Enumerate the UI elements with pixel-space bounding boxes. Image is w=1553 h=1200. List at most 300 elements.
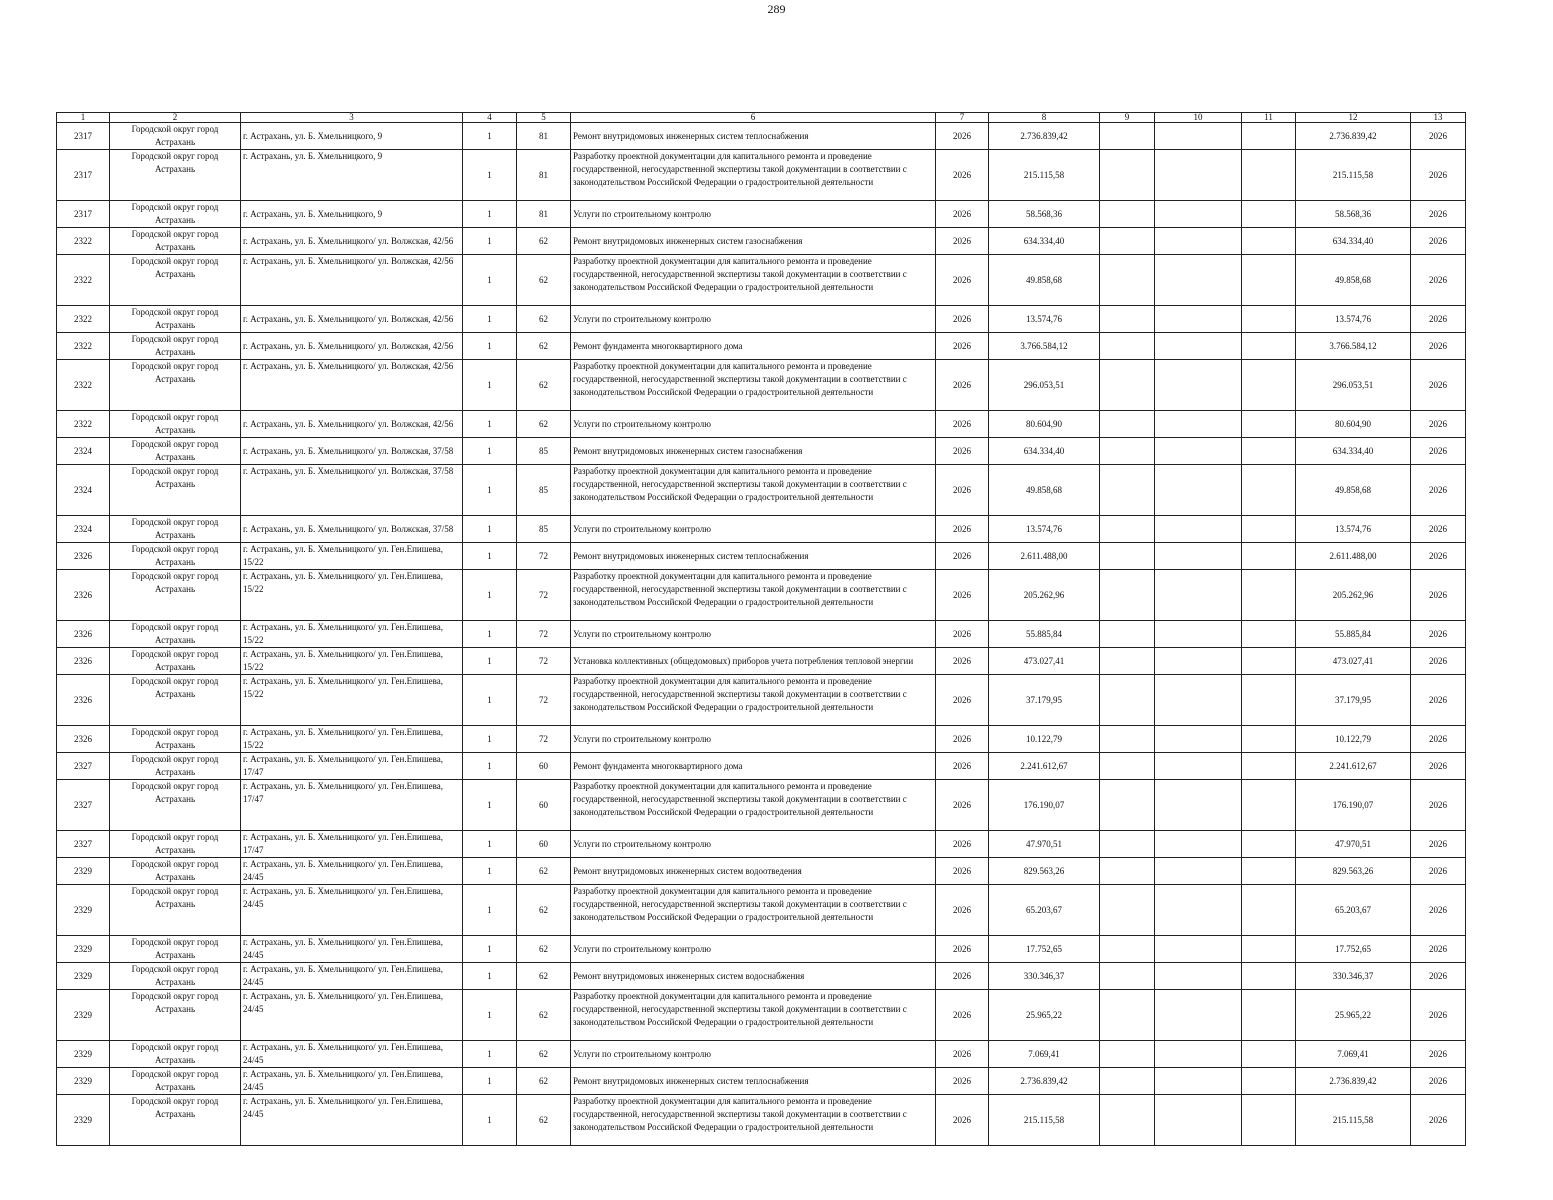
table-row xyxy=(57,675,1466,726)
row-number-cell: 2326 xyxy=(57,621,110,648)
header-cell: 2 xyxy=(110,113,241,123)
row-number-cell: 2317 xyxy=(57,123,110,150)
work-type-cell: Услуги по строительному контролю xyxy=(571,516,936,543)
address-cell: г. Астрахань, ул. Б. Хмельницкого/ ул. Волжская, 37/58 xyxy=(241,465,463,516)
cost-cell: 37.179,95 xyxy=(989,675,1100,726)
col13-year-cell: 2026 xyxy=(1411,1095,1466,1146)
address-cell: г. Астрахань, ул. Б. Хмельницкого, 9 xyxy=(241,150,463,201)
year-cell: 2026 xyxy=(936,990,989,1041)
table-row xyxy=(57,780,1466,831)
col10-cell xyxy=(1155,438,1242,465)
col5-cell: 81 xyxy=(517,150,571,201)
row-number-cell: 2317 xyxy=(57,150,110,201)
col10-cell xyxy=(1155,936,1242,963)
row-number-cell: 2326 xyxy=(57,675,110,726)
address-cell: г. Астрахань, ул. Б. Хмельницкого/ ул. Ген.Епишева, 24/45 xyxy=(241,885,463,936)
municipality-cell: Городской округ город Астрахань xyxy=(110,858,241,885)
col13-year-cell: 2026 xyxy=(1411,570,1466,621)
table-row xyxy=(57,543,1466,570)
work-type-cell: Ремонт внутридомовых инженерных систем газоснабжения xyxy=(571,438,936,465)
row-number-cell: 2329 xyxy=(57,963,110,990)
address-cell: г. Астрахань, ул. Б. Хмельницкого/ ул. Ген.Епишева, 15/22 xyxy=(241,543,463,570)
col12-cost-cell: 296.053,51 xyxy=(1296,360,1411,411)
work-type-cell: Ремонт внутридомовых инженерных систем водоотведения xyxy=(571,858,936,885)
col9-cell xyxy=(1100,438,1155,465)
work-type-cell: Ремонт внутридомовых инженерных систем теплоснабжения xyxy=(571,123,936,150)
col11-cell xyxy=(1242,123,1296,150)
col4-cell: 1 xyxy=(463,831,517,858)
cost-cell: 2.611.488,00 xyxy=(989,543,1100,570)
year-cell: 2026 xyxy=(936,255,989,306)
col4-cell: 1 xyxy=(463,255,517,306)
col5-cell: 62 xyxy=(517,306,571,333)
col9-cell xyxy=(1100,621,1155,648)
cost-cell: 25.965,22 xyxy=(989,990,1100,1041)
col5-cell: 62 xyxy=(517,1095,571,1146)
work-type-cell: Разработку проектной документации для капитального ремонта и проведение государственной, негосударственной экспертизы такой документации в соответствии с законодательством Российской Федерации о градостроительной деятельности xyxy=(571,675,936,726)
municipality-cell: Городской округ город Астрахань xyxy=(110,753,241,780)
address-cell: г. Астрахань, ул. Б. Хмельницкого/ ул. Ген.Епишева, 17/47 xyxy=(241,753,463,780)
col13-year-cell: 2026 xyxy=(1411,465,1466,516)
col12-cost-cell: 215.115,58 xyxy=(1296,150,1411,201)
header-cell: 8 xyxy=(989,113,1100,123)
table-row xyxy=(57,831,1466,858)
col4-cell: 1 xyxy=(463,780,517,831)
header-cell: 10 xyxy=(1155,113,1242,123)
col11-cell xyxy=(1242,936,1296,963)
year-cell: 2026 xyxy=(936,621,989,648)
cost-cell: 65.203,67 xyxy=(989,885,1100,936)
row-number-cell: 2322 xyxy=(57,360,110,411)
col11-cell xyxy=(1242,360,1296,411)
cost-cell: 2.736.839,42 xyxy=(989,123,1100,150)
col9-cell xyxy=(1100,675,1155,726)
col5-cell: 72 xyxy=(517,543,571,570)
col9-cell xyxy=(1100,465,1155,516)
col13-year-cell: 2026 xyxy=(1411,123,1466,150)
col11-cell xyxy=(1242,831,1296,858)
cost-cell: 2.736.839,42 xyxy=(989,1068,1100,1095)
column-number-header xyxy=(57,113,1466,123)
address-cell: г. Астрахань, ул. Б. Хмельницкого/ ул. Ген.Епишева, 15/22 xyxy=(241,726,463,753)
year-cell: 2026 xyxy=(936,516,989,543)
address-cell: г. Астрахань, ул. Б. Хмельницкого/ ул. Ген.Епишева, 24/45 xyxy=(241,936,463,963)
year-cell: 2026 xyxy=(936,753,989,780)
col12-cost-cell: 205.262,96 xyxy=(1296,570,1411,621)
year-cell: 2026 xyxy=(936,333,989,360)
address-cell: г. Астрахань, ул. Б. Хмельницкого/ ул. Ген.Епишева, 15/22 xyxy=(241,648,463,675)
col12-cost-cell: 2.241.612,67 xyxy=(1296,753,1411,780)
col10-cell xyxy=(1155,465,1242,516)
col11-cell xyxy=(1242,201,1296,228)
col12-cost-cell: 49.858,68 xyxy=(1296,465,1411,516)
col12-cost-cell: 13.574,76 xyxy=(1296,306,1411,333)
col5-cell: 85 xyxy=(517,438,571,465)
municipality-cell: Городской округ город Астрахань xyxy=(110,675,241,726)
col10-cell xyxy=(1155,123,1242,150)
cost-cell: 80.604,90 xyxy=(989,411,1100,438)
work-type-cell: Ремонт фундамента многоквартирного дома xyxy=(571,753,936,780)
row-number-cell: 2322 xyxy=(57,255,110,306)
cost-cell: 55.885,84 xyxy=(989,621,1100,648)
col11-cell xyxy=(1242,411,1296,438)
col13-year-cell: 2026 xyxy=(1411,411,1466,438)
row-number-cell: 2329 xyxy=(57,858,110,885)
col11-cell xyxy=(1242,753,1296,780)
address-cell: г. Астрахань, ул. Б. Хмельницкого, 9 xyxy=(241,201,463,228)
address-cell: г. Астрахань, ул. Б. Хмельницкого/ ул. Волжская, 42/56 xyxy=(241,306,463,333)
work-type-cell: Ремонт внутридомовых инженерных систем водоснабжения xyxy=(571,963,936,990)
col13-year-cell: 2026 xyxy=(1411,780,1466,831)
col4-cell: 1 xyxy=(463,360,517,411)
year-cell: 2026 xyxy=(936,858,989,885)
col4-cell: 1 xyxy=(463,648,517,675)
municipality-cell: Городской округ город Астрахань xyxy=(110,306,241,333)
col13-year-cell: 2026 xyxy=(1411,201,1466,228)
col5-cell: 81 xyxy=(517,123,571,150)
cost-cell: 7.069,41 xyxy=(989,1041,1100,1068)
municipality-cell: Городской округ город Астрахань xyxy=(110,201,241,228)
address-cell: г. Астрахань, ул. Б. Хмельницкого/ ул. Волжская, 42/56 xyxy=(241,255,463,306)
municipality-cell: Городской округ город Астрахань xyxy=(110,936,241,963)
col10-cell xyxy=(1155,570,1242,621)
col5-cell: 62 xyxy=(517,255,571,306)
col10-cell xyxy=(1155,1068,1242,1095)
year-cell: 2026 xyxy=(936,1068,989,1095)
table-row xyxy=(57,753,1466,780)
work-type-cell: Ремонт внутридомовых инженерных систем теплоснабжения xyxy=(571,543,936,570)
cost-cell: 205.262,96 xyxy=(989,570,1100,621)
col10-cell xyxy=(1155,1095,1242,1146)
table-row xyxy=(57,333,1466,360)
cost-cell: 49.858,68 xyxy=(989,255,1100,306)
row-number-cell: 2322 xyxy=(57,228,110,255)
col10-cell xyxy=(1155,411,1242,438)
col11-cell xyxy=(1242,990,1296,1041)
col13-year-cell: 2026 xyxy=(1411,438,1466,465)
col5-cell: 62 xyxy=(517,411,571,438)
address-cell: г. Астрахань, ул. Б. Хмельницкого/ ул. Ген.Епишева, 17/47 xyxy=(241,780,463,831)
table-row xyxy=(57,360,1466,411)
municipality-cell: Городской округ город Астрахань xyxy=(110,621,241,648)
table-row xyxy=(57,570,1466,621)
col5-cell: 60 xyxy=(517,753,571,780)
header-cell: 4 xyxy=(463,113,517,123)
header-cell: 1 xyxy=(57,113,110,123)
col11-cell xyxy=(1242,885,1296,936)
col9-cell xyxy=(1100,1095,1155,1146)
cost-cell: 829.563,26 xyxy=(989,858,1100,885)
table-row xyxy=(57,858,1466,885)
col4-cell: 1 xyxy=(463,516,517,543)
work-type-cell: Разработку проектной документации для капитального ремонта и проведение государственной, негосударственной экспертизы такой документации в соответствии с законодательством Российской Федерации о градостроительной деятельности xyxy=(571,465,936,516)
col13-year-cell: 2026 xyxy=(1411,726,1466,753)
col13-year-cell: 2026 xyxy=(1411,360,1466,411)
col4-cell: 1 xyxy=(463,306,517,333)
municipality-cell: Городской округ город Астрахань xyxy=(110,963,241,990)
col12-cost-cell: 65.203,67 xyxy=(1296,885,1411,936)
table-row xyxy=(57,963,1466,990)
table-row xyxy=(57,1068,1466,1095)
cost-cell: 3.766.584,12 xyxy=(989,333,1100,360)
row-number-cell: 2329 xyxy=(57,990,110,1041)
col11-cell xyxy=(1242,516,1296,543)
cost-cell: 296.053,51 xyxy=(989,360,1100,411)
col11-cell xyxy=(1242,1068,1296,1095)
cost-cell: 215.115,58 xyxy=(989,1095,1100,1146)
col4-cell: 1 xyxy=(463,1095,517,1146)
col9-cell xyxy=(1100,858,1155,885)
col5-cell: 72 xyxy=(517,570,571,621)
col10-cell xyxy=(1155,621,1242,648)
work-type-cell: Разработку проектной документации для капитального ремонта и проведение государственной, негосударственной экспертизы такой документации в соответствии с законодательством Российской Федерации о градостроительной деятельности xyxy=(571,1095,936,1146)
col10-cell xyxy=(1155,201,1242,228)
municipality-cell: Городской округ город Астрахань xyxy=(110,570,241,621)
col12-cost-cell: 3.766.584,12 xyxy=(1296,333,1411,360)
col9-cell xyxy=(1100,333,1155,360)
col11-cell xyxy=(1242,1095,1296,1146)
year-cell: 2026 xyxy=(936,885,989,936)
table-row xyxy=(57,150,1466,201)
work-type-cell: Разработку проектной документации для капитального ремонта и проведение государственной, негосударственной экспертизы такой документации в соответствии с законодательством Российской Федерации о градостроительной деятельности xyxy=(571,150,936,201)
municipality-cell: Городской округ город Астрахань xyxy=(110,543,241,570)
table-row xyxy=(57,201,1466,228)
year-cell: 2026 xyxy=(936,438,989,465)
table-row xyxy=(57,228,1466,255)
col13-year-cell: 2026 xyxy=(1411,885,1466,936)
col13-year-cell: 2026 xyxy=(1411,990,1466,1041)
col9-cell xyxy=(1100,228,1155,255)
municipality-cell: Городской округ город Астрахань xyxy=(110,990,241,1041)
work-type-cell: Ремонт внутридомовых инженерных систем газоснабжения xyxy=(571,228,936,255)
year-cell: 2026 xyxy=(936,726,989,753)
header-cell: 7 xyxy=(936,113,989,123)
cost-cell: 215.115,58 xyxy=(989,150,1100,201)
col11-cell xyxy=(1242,726,1296,753)
col9-cell xyxy=(1100,1041,1155,1068)
col5-cell: 62 xyxy=(517,1041,571,1068)
address-cell: г. Астрахань, ул. Б. Хмельницкого/ ул. Ген.Епишева, 17/47 xyxy=(241,831,463,858)
col12-cost-cell: 58.568,36 xyxy=(1296,201,1411,228)
table-row xyxy=(57,516,1466,543)
table-row xyxy=(57,648,1466,675)
col13-year-cell: 2026 xyxy=(1411,333,1466,360)
row-number-cell: 2324 xyxy=(57,438,110,465)
col11-cell xyxy=(1242,1041,1296,1068)
work-type-cell: Разработку проектной документации для капитального ремонта и проведение государственной, негосударственной экспертизы такой документации в соответствии с законодательством Российской Федерации о градостроительной деятельности xyxy=(571,570,936,621)
work-type-cell: Услуги по строительному контролю xyxy=(571,1041,936,1068)
address-cell: г. Астрахань, ул. Б. Хмельницкого/ ул. Ген.Епишева, 24/45 xyxy=(241,963,463,990)
col9-cell xyxy=(1100,543,1155,570)
address-cell: г. Астрахань, ул. Б. Хмельницкого/ ул. Волжская, 37/58 xyxy=(241,438,463,465)
work-type-cell: Услуги по строительному контролю xyxy=(571,306,936,333)
table-row xyxy=(57,1095,1466,1146)
year-cell: 2026 xyxy=(936,123,989,150)
row-number-cell: 2327 xyxy=(57,753,110,780)
col13-year-cell: 2026 xyxy=(1411,255,1466,306)
col5-cell: 60 xyxy=(517,780,571,831)
col13-year-cell: 2026 xyxy=(1411,306,1466,333)
table-row xyxy=(57,885,1466,936)
col9-cell xyxy=(1100,150,1155,201)
col9-cell xyxy=(1100,753,1155,780)
col4-cell: 1 xyxy=(463,726,517,753)
row-number-cell: 2322 xyxy=(57,411,110,438)
col12-cost-cell: 13.574,76 xyxy=(1296,516,1411,543)
year-cell: 2026 xyxy=(936,228,989,255)
col10-cell xyxy=(1155,306,1242,333)
col4-cell: 1 xyxy=(463,963,517,990)
col10-cell xyxy=(1155,753,1242,780)
col12-cost-cell: 17.752,65 xyxy=(1296,936,1411,963)
municipality-cell: Городской округ город Астрахань xyxy=(110,123,241,150)
municipality-cell: Городской округ город Астрахань xyxy=(110,516,241,543)
col5-cell: 72 xyxy=(517,675,571,726)
col4-cell: 1 xyxy=(463,201,517,228)
cost-cell: 2.241.612,67 xyxy=(989,753,1100,780)
col5-cell: 62 xyxy=(517,1068,571,1095)
col9-cell xyxy=(1100,1068,1155,1095)
col12-cost-cell: 330.346,37 xyxy=(1296,963,1411,990)
col11-cell xyxy=(1242,150,1296,201)
col11-cell xyxy=(1242,648,1296,675)
col9-cell xyxy=(1100,201,1155,228)
col4-cell: 1 xyxy=(463,570,517,621)
col4-cell: 1 xyxy=(463,438,517,465)
col12-cost-cell: 829.563,26 xyxy=(1296,858,1411,885)
row-number-cell: 2322 xyxy=(57,306,110,333)
col5-cell: 72 xyxy=(517,726,571,753)
col13-year-cell: 2026 xyxy=(1411,753,1466,780)
cost-cell: 330.346,37 xyxy=(989,963,1100,990)
col12-cost-cell: 2.611.488,00 xyxy=(1296,543,1411,570)
col11-cell xyxy=(1242,675,1296,726)
row-number-cell: 2327 xyxy=(57,831,110,858)
municipality-cell: Городской округ город Астрахань xyxy=(110,1041,241,1068)
col12-cost-cell: 634.334,40 xyxy=(1296,228,1411,255)
col4-cell: 1 xyxy=(463,1068,517,1095)
year-cell: 2026 xyxy=(936,648,989,675)
col10-cell xyxy=(1155,885,1242,936)
year-cell: 2026 xyxy=(936,1041,989,1068)
address-cell: г. Астрахань, ул. Б. Хмельницкого/ ул. Ген.Епишева, 15/22 xyxy=(241,570,463,621)
municipality-cell: Городской округ город Астрахань xyxy=(110,780,241,831)
work-type-cell: Ремонт внутридомовых инженерных систем теплоснабжения xyxy=(571,1068,936,1095)
header-cell: 11 xyxy=(1242,113,1296,123)
address-cell: г. Астрахань, ул. Б. Хмельницкого/ ул. Ген.Епишева, 24/45 xyxy=(241,1095,463,1146)
municipality-cell: Городской округ город Астрахань xyxy=(110,465,241,516)
table-row xyxy=(57,726,1466,753)
col5-cell: 62 xyxy=(517,228,571,255)
col9-cell xyxy=(1100,516,1155,543)
work-type-cell: Ремонт фундамента многоквартирного дома xyxy=(571,333,936,360)
col11-cell xyxy=(1242,780,1296,831)
col5-cell: 62 xyxy=(517,990,571,1041)
year-cell: 2026 xyxy=(936,570,989,621)
table-row xyxy=(57,990,1466,1041)
col11-cell xyxy=(1242,438,1296,465)
col9-cell xyxy=(1100,726,1155,753)
municipality-cell: Городской округ город Астрахань xyxy=(110,411,241,438)
row-number-cell: 2329 xyxy=(57,885,110,936)
header-cell: 3 xyxy=(241,113,463,123)
col10-cell xyxy=(1155,726,1242,753)
col11-cell xyxy=(1242,306,1296,333)
year-cell: 2026 xyxy=(936,1095,989,1146)
col5-cell: 62 xyxy=(517,963,571,990)
col4-cell: 1 xyxy=(463,123,517,150)
col10-cell xyxy=(1155,990,1242,1041)
year-cell: 2026 xyxy=(936,675,989,726)
col10-cell xyxy=(1155,648,1242,675)
cost-cell: 13.574,76 xyxy=(989,306,1100,333)
col10-cell xyxy=(1155,543,1242,570)
col9-cell xyxy=(1100,885,1155,936)
col9-cell xyxy=(1100,360,1155,411)
row-number-cell: 2329 xyxy=(57,1041,110,1068)
cost-cell: 176.190,07 xyxy=(989,780,1100,831)
table-row xyxy=(57,306,1466,333)
col12-cost-cell: 634.334,40 xyxy=(1296,438,1411,465)
row-number-cell: 2322 xyxy=(57,333,110,360)
row-number-cell: 2327 xyxy=(57,780,110,831)
col4-cell: 1 xyxy=(463,150,517,201)
municipality-cell: Городской округ город Астрахань xyxy=(110,360,241,411)
cost-cell: 634.334,40 xyxy=(989,228,1100,255)
work-type-cell: Установка коллективных (общедомовых) приборов учета потребления тепловой энергии xyxy=(571,648,936,675)
work-type-cell: Услуги по строительному контролю xyxy=(571,831,936,858)
year-cell: 2026 xyxy=(936,465,989,516)
col4-cell: 1 xyxy=(463,675,517,726)
row-number-cell: 2317 xyxy=(57,201,110,228)
col4-cell: 1 xyxy=(463,465,517,516)
col5-cell: 72 xyxy=(517,621,571,648)
col12-cost-cell: 10.122,79 xyxy=(1296,726,1411,753)
col4-cell: 1 xyxy=(463,543,517,570)
col9-cell xyxy=(1100,123,1155,150)
table-row xyxy=(57,123,1466,150)
row-number-cell: 2329 xyxy=(57,936,110,963)
col13-year-cell: 2026 xyxy=(1411,621,1466,648)
col10-cell xyxy=(1155,255,1242,306)
work-type-cell: Услуги по строительному контролю xyxy=(571,411,936,438)
col13-year-cell: 2026 xyxy=(1411,963,1466,990)
col9-cell xyxy=(1100,963,1155,990)
col13-year-cell: 2026 xyxy=(1411,648,1466,675)
address-cell: г. Астрахань, ул. Б. Хмельницкого/ ул. Ген.Епишева, 24/45 xyxy=(241,1041,463,1068)
address-cell: г. Астрахань, ул. Б. Хмельницкого/ ул. Волжская, 42/56 xyxy=(241,333,463,360)
col12-cost-cell: 176.190,07 xyxy=(1296,780,1411,831)
cost-cell: 634.334,40 xyxy=(989,438,1100,465)
col4-cell: 1 xyxy=(463,621,517,648)
col4-cell: 1 xyxy=(463,411,517,438)
municipality-cell: Городской округ город Астрахань xyxy=(110,648,241,675)
col5-cell: 81 xyxy=(517,201,571,228)
row-number-cell: 2324 xyxy=(57,516,110,543)
table-row xyxy=(57,255,1466,306)
page-number: 289 xyxy=(767,2,786,16)
col4-cell: 1 xyxy=(463,936,517,963)
municipality-cell: Городской округ город Астрахань xyxy=(110,228,241,255)
col4-cell: 1 xyxy=(463,858,517,885)
address-cell: г. Астрахань, ул. Б. Хмельницкого/ ул. Ген.Епишева, 15/22 xyxy=(241,675,463,726)
col13-year-cell: 2026 xyxy=(1411,936,1466,963)
col12-cost-cell: 7.069,41 xyxy=(1296,1041,1411,1068)
municipality-cell: Городской округ город Астрахань xyxy=(110,1068,241,1095)
col5-cell: 62 xyxy=(517,333,571,360)
col12-cost-cell: 2.736.839,42 xyxy=(1296,123,1411,150)
municipality-cell: Городской округ город Астрахань xyxy=(110,438,241,465)
